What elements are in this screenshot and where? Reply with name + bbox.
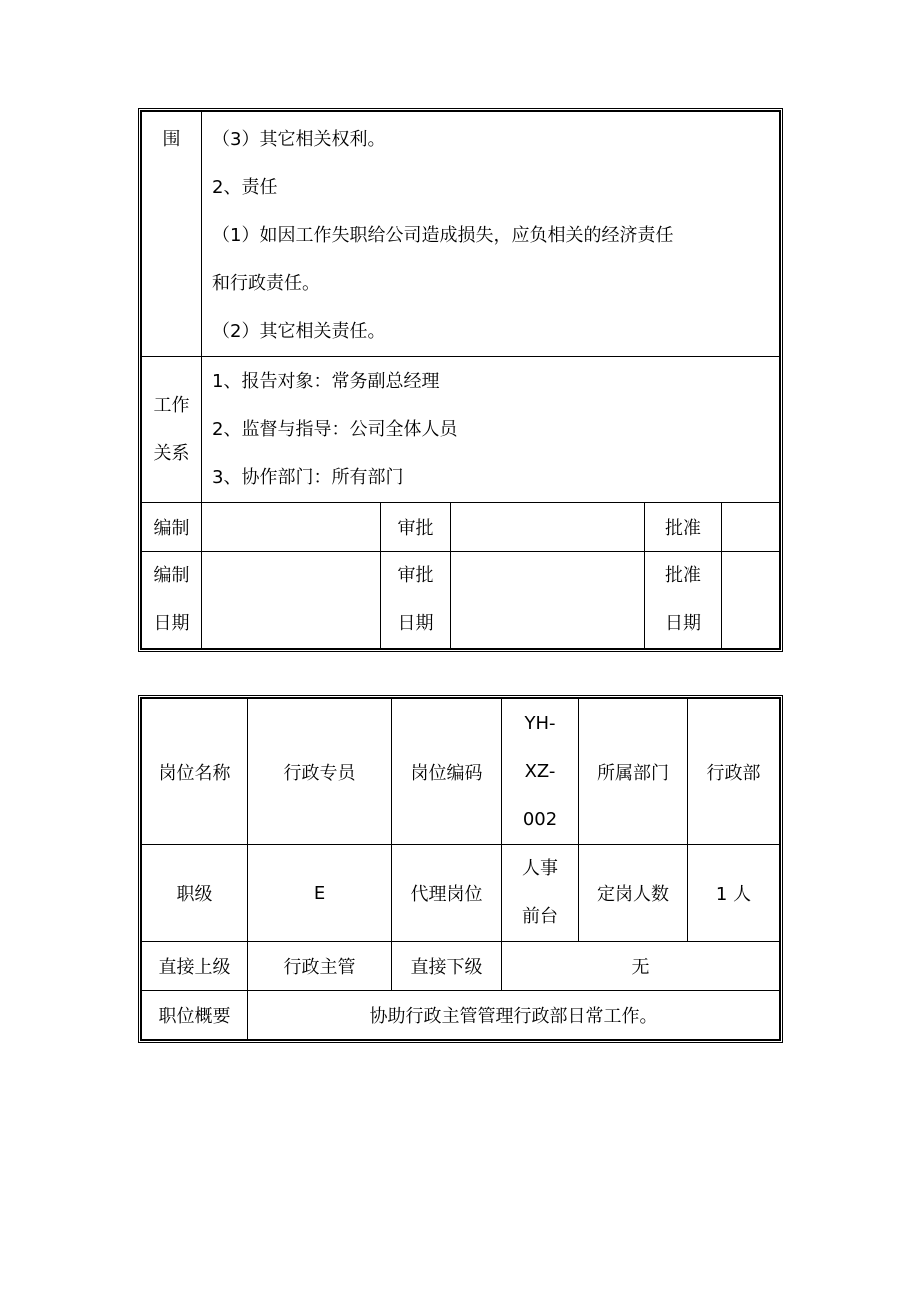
- reviewed-label: 审批: [381, 503, 451, 552]
- scope-label-cell: [142, 112, 202, 357]
- deputy-label: 代理岗位: [392, 845, 502, 942]
- responsibility-table: [141, 111, 780, 649]
- relation-cooperate: 3、协作部门：所有部门: [212, 466, 404, 488]
- post-code-line3: 002: [522, 808, 558, 830]
- responsibility-heading: 2、责任: [212, 177, 278, 198]
- prepared-date-label: [142, 552, 202, 649]
- subordinate-value: 无: [502, 942, 780, 991]
- prepared-date-label-line1: 编制: [153, 565, 190, 586]
- summary-value: 协助行政主管管理行政部日常工作。: [248, 991, 780, 1040]
- post-code-label: 岗位编码: [392, 699, 502, 845]
- reviewed-date-label: [381, 552, 451, 649]
- prepared-value: [202, 503, 381, 552]
- relations-cell: [202, 357, 780, 503]
- post-code-value: [502, 699, 579, 845]
- post-name-value: 行政专员: [248, 699, 392, 845]
- post-info-table: [141, 698, 780, 1040]
- rights-responsibility-cell: [202, 112, 780, 357]
- reviewed-date-value: [451, 552, 645, 649]
- grade-label: 职级: [142, 845, 248, 942]
- post-code-line2: XZ-: [524, 760, 556, 782]
- prepared-label: 编制: [142, 503, 202, 552]
- subordinate-label: 直接下级: [392, 942, 502, 991]
- superior-value: 行政主管: [248, 942, 392, 991]
- prepared-date-value: [202, 552, 381, 649]
- headcount-value: 1 人: [688, 845, 780, 942]
- deputy-value: [502, 845, 579, 942]
- responsibility-item-1-line1: （1）如因工作失职给公司造成损失，应负相关的经济责任: [212, 225, 674, 246]
- approved-date-label-line2: 日期: [665, 613, 701, 634]
- deputy-line2: 前台: [522, 906, 558, 927]
- deputy-line1: 人事: [522, 858, 558, 879]
- reviewed-value: [451, 503, 645, 552]
- relations-label-line2: 关系: [153, 442, 190, 464]
- prepared-date-label-line2: 日期: [153, 613, 190, 634]
- approved-value: [722, 503, 780, 552]
- responsibility-item-1-line2: 和行政责任。: [212, 273, 320, 294]
- headcount-label: 定岗人数: [579, 845, 688, 942]
- relation-supervise: 2、监督与指导：公司全体人员: [212, 418, 458, 440]
- relation-report-to: 1、报告对象：常务副总经理: [212, 370, 440, 392]
- reviewed-date-label-line1: 审批: [397, 565, 434, 586]
- relations-label-line1: 工作: [153, 394, 190, 416]
- summary-label: 职位概要: [142, 991, 248, 1040]
- post-name-label: 岗位名称: [142, 699, 248, 845]
- approved-date-label-line1: 批准: [665, 565, 701, 586]
- scope-label: 围: [162, 129, 181, 150]
- responsibility-item-2: （2）其它相关责任。: [212, 321, 386, 342]
- post-code-line1: YH-: [524, 712, 556, 734]
- relations-label-cell: [142, 357, 202, 503]
- approved-date-value: [722, 552, 780, 649]
- superior-label: 直接上级: [142, 942, 248, 991]
- grade-value: E: [248, 845, 392, 942]
- rights-item-3: （3）其它相关权利。: [212, 129, 386, 150]
- department-label: 所属部门: [579, 699, 688, 845]
- reviewed-date-label-line2: 日期: [397, 613, 434, 634]
- department-value: 行政部: [688, 699, 780, 845]
- approved-label: 批准: [645, 503, 722, 552]
- approved-date-label: [645, 552, 722, 649]
